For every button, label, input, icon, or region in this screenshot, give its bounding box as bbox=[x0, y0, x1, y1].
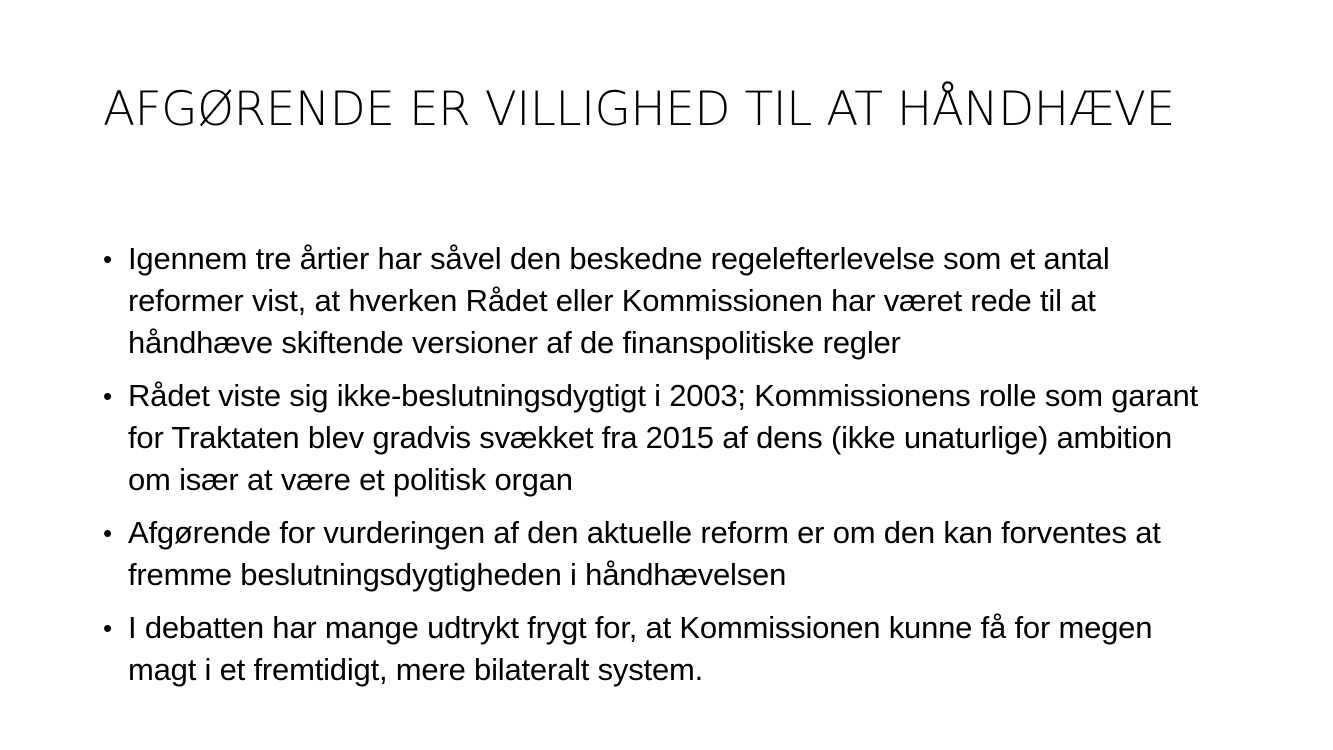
slide-title: AFGØRENDE ER VILLIGHED TIL AT HÅNDHÆVE bbox=[103, 82, 1175, 137]
bullet-item bbox=[103, 607, 1213, 691]
bullet-text: I debatten har mange udtrykt frygt for, at Kommissionen kunne få for megen magt i et fremtidigt, mere bilateralt system. bbox=[128, 610, 1153, 687]
bullet-marker: • bbox=[103, 613, 112, 643]
bullet-item bbox=[103, 375, 1213, 501]
bullet-item bbox=[103, 238, 1213, 364]
bullet-text: Afgørende for vurderingen af den aktuelle reform er om den kan forventes at fremme beslutningsdygtigheden i håndhævelsen bbox=[128, 515, 1161, 592]
bullet-marker: • bbox=[103, 381, 112, 411]
bullet-marker: • bbox=[103, 518, 112, 548]
bullet-text: Rådet viste sig ikke-beslutningsdygtigt i 2003; Kommissionens rolle som garant for Traktaten blev gradvis svækket fra 2015 af dens (ikke unaturlige) ambition om især at være et politisk organ bbox=[128, 378, 1198, 497]
bullet-marker: • bbox=[103, 244, 112, 274]
bullet-list bbox=[103, 238, 1213, 702]
bullet-text: Igennem tre årtier har såvel den beskedne regelefterlevelse som et antal reformer vist, at hverken Rådet eller Kommissionen har været rede til at håndhæve skiftende versioner af de finanspolitiske regler bbox=[128, 241, 1110, 360]
bullet-item bbox=[103, 512, 1213, 596]
